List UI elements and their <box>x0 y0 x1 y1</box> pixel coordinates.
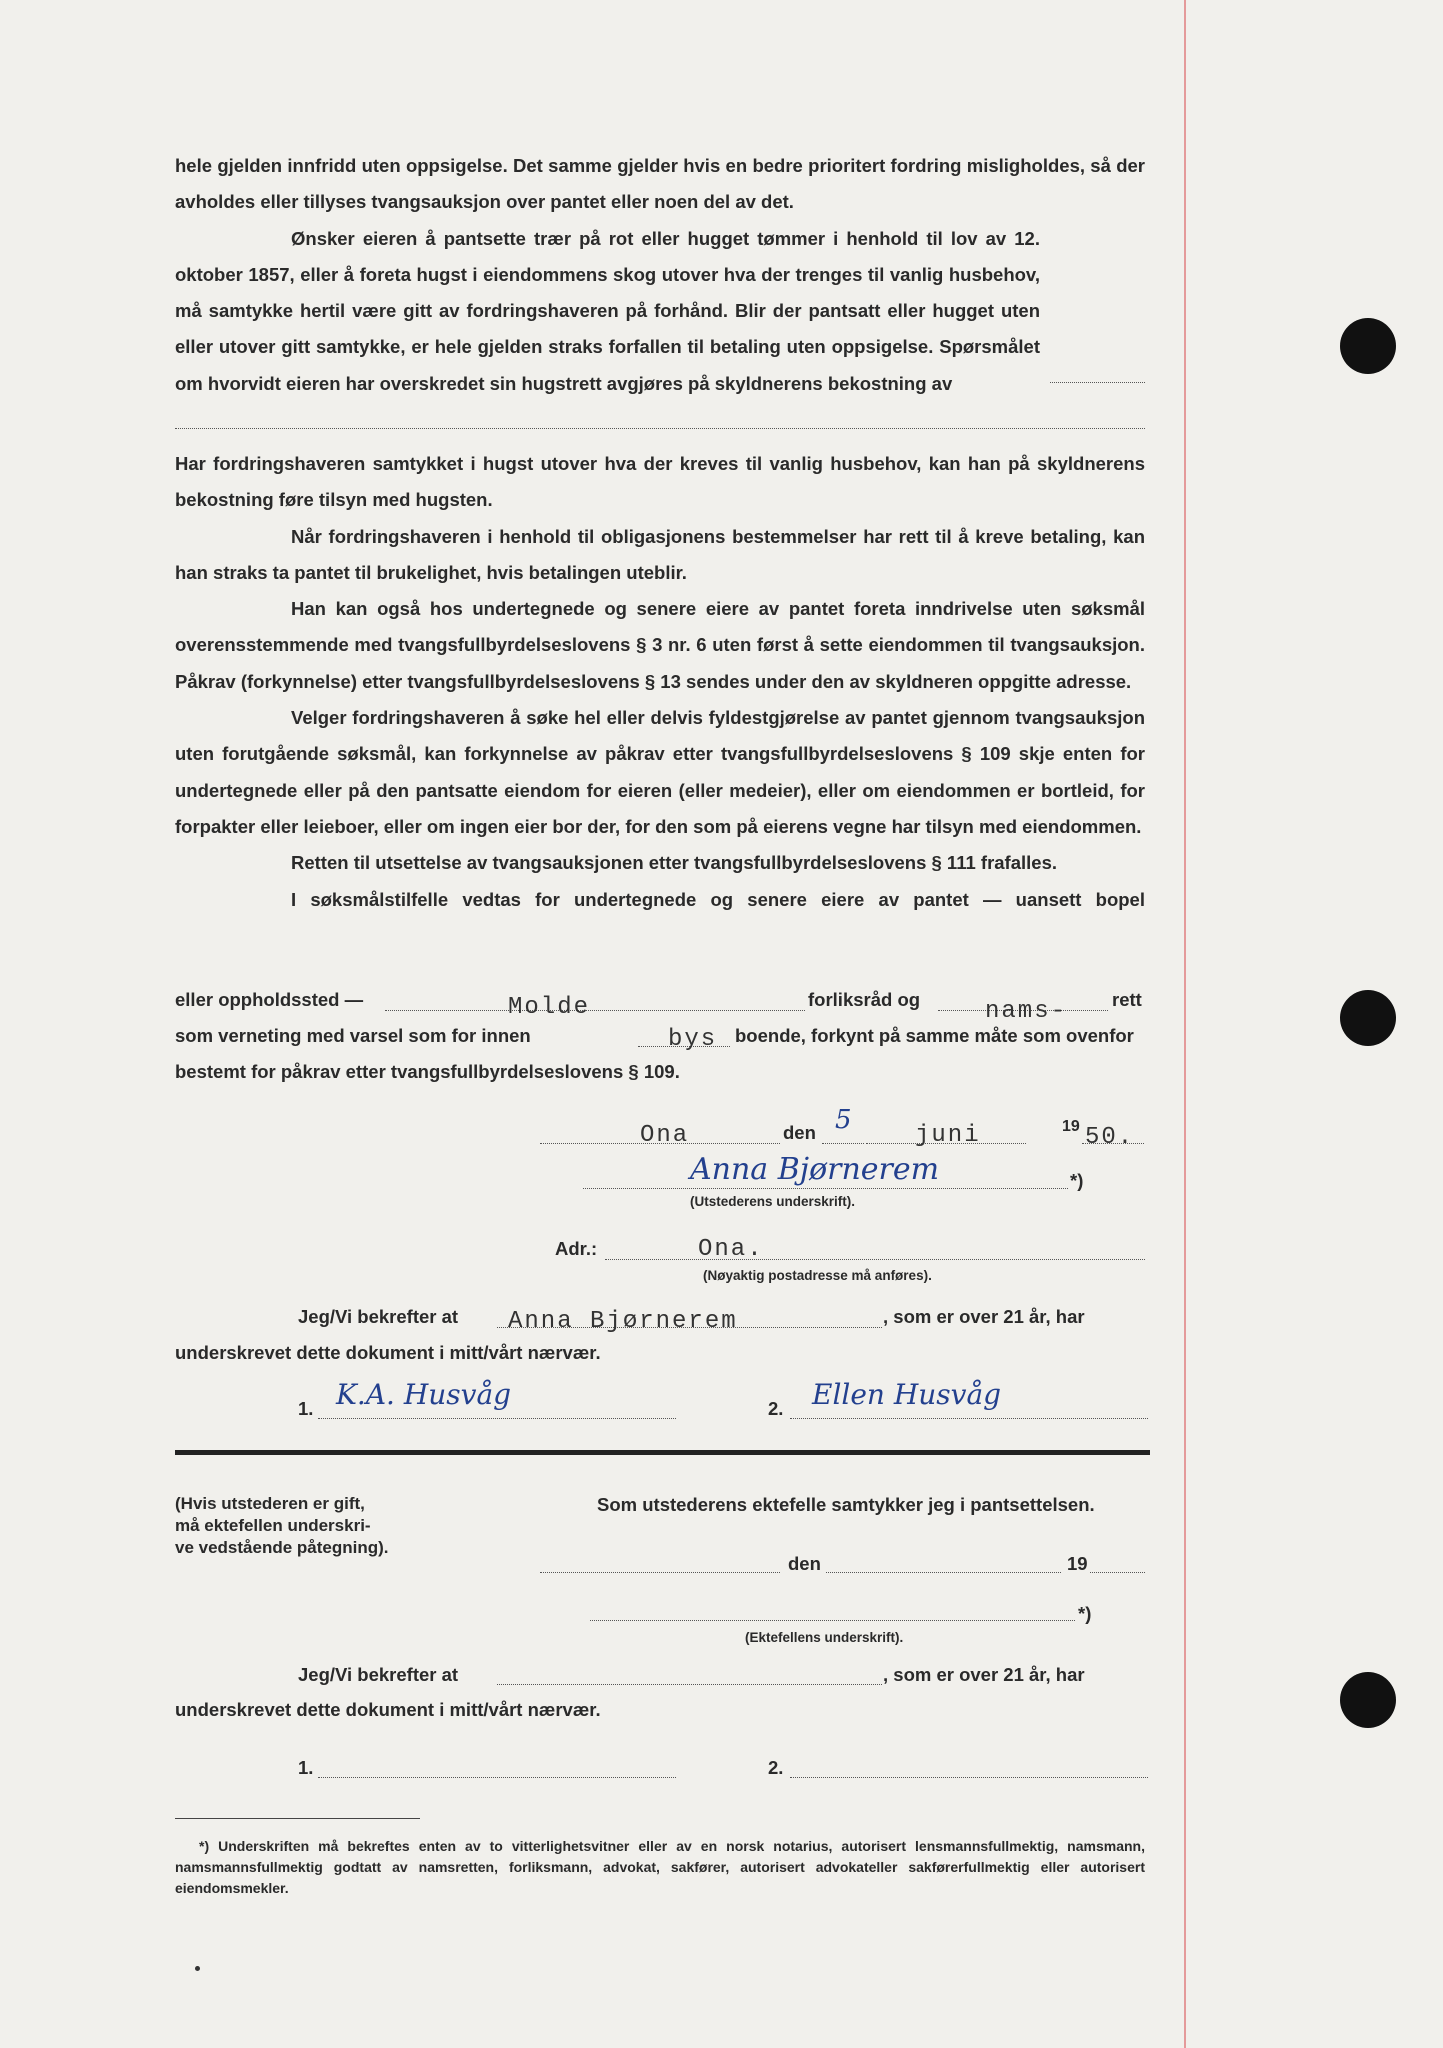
venue-line2-end: boende, forkynt på samme måte som ovenfor <box>735 1025 1134 1046</box>
fill-line-hugst <box>1050 382 1145 383</box>
date-den: den <box>783 1122 816 1143</box>
date-day-line <box>822 1143 864 1144</box>
paragraph-2: Ønsker eieren å pantsette trær på rot eller hugget tømmer i henhold til lov av 12. oktober 1857, eller å foreta hugst i eiendommens skog utover hva der trenges til vanlig husbehov, må samtykke hertil være gitt av fordringshaveren på forhånd. Blir der pantsatt eller hugget uten eller utover gitt samtykke, er hele gjelden straks forfallen til betaling uten oppsigelse. Spørsmålet om hvorvidt eieren har overskredet sin hugstrett avgjøres på skyldnerens bekostning av <box>175 227 1040 394</box>
witness2-number-1: 1. <box>298 1757 314 1778</box>
witness1-number-1: 1. <box>298 1398 314 1419</box>
terms-top <box>175 148 1145 402</box>
witness2-sig2-line <box>790 1777 1148 1778</box>
section-divider <box>175 1450 1150 1455</box>
address-caption: (Nøyaktig postadresse må anføres). <box>703 1268 932 1283</box>
spouse-consent: Som utstederens ektefelle samtykker jeg i pantsettelsen. <box>597 1494 1095 1515</box>
witness1-line1-end: , som er over 21 år, har <box>883 1306 1085 1327</box>
spouse-note-line-3: ve vedstående påtegning). <box>175 1538 389 1557</box>
stray-mark <box>195 1966 200 1971</box>
spouse-year: 19 <box>1067 1553 1088 1574</box>
date-year-suffix: 50. <box>1085 1124 1135 1151</box>
punch-hole-bottom <box>1340 1672 1396 1728</box>
punch-hole-top <box>1340 318 1396 374</box>
witness1-sig2-line <box>790 1418 1148 1419</box>
spouse-date-line <box>826 1572 1061 1573</box>
witness1-sig1: K.A. Husvåg <box>336 1378 512 1411</box>
witness2-line2: underskrevet dette dokument i mitt/vårt nærvær. <box>175 1699 601 1720</box>
paragraph-1: hele gjelden innfridd uten oppsigelse. Det samme gjelder hvis en bedre prioritert fordring misligholdes, så der avholdes eller tillyses tvangsauksjon over pantet eller noen del av det. <box>175 155 1145 213</box>
venue-line1-start: eller oppholdssted — <box>175 989 364 1010</box>
address-line <box>605 1259 1145 1260</box>
date-year-prefix: 19 <box>1062 1118 1080 1135</box>
spouse-signature-marker: *) <box>1078 1603 1092 1624</box>
spouse-signature-caption: (Ektefellens underskrift). <box>745 1630 904 1645</box>
paragraph-7: Retten til utsettelse av tvangsauksjonen etter tvangsfullbyrdelseslovens § 111 frafalles. <box>291 852 1057 874</box>
paragraph-5: Han kan også hos undertegnede og senere eiere av pantet foreta inndrivelse uten søksmål overensstemmende med tvangsfullbyrdelseslovens § 3 nr. 6 uten først å sette eiendommen til tvangsauksjon. Påkrav (forkynnelse) etter tvangsfullbyrdelseslovens § 13 sendes under den av skyldneren oppgitte adresse. <box>175 598 1145 692</box>
red-margin-line <box>1184 0 1186 2048</box>
footnote-text: *) Underskriften må bekreftes enten av to vitterlighetsvitner eller av en norsk notarius, autorisert lensmannsfullmektig, namsmann, namsmannsfullmektig godtatt av namsretten, forliksmann, advokat, sakfører, autorisert advokateller sakførerfullmektig eller autorisert eiendomsmekler. <box>175 1838 1145 1896</box>
venue-line3: bestemt for påkrav etter tvangsfullbyrdelseslovens § 109. <box>175 1061 680 1082</box>
fill-line-hugst-2 <box>175 428 1145 429</box>
paragraph-3: Har fordringshaveren samtykket i hugst utover hva der kreves til vanlig husbehov, kan han på skyldnerens bekostning føre tilsyn med hugsten. <box>175 453 1145 511</box>
witness1-name: Anna Bjørnerem <box>508 1308 738 1335</box>
spouse-note-line-2: må ektefellen underskri- <box>175 1516 371 1535</box>
spouse-signature-line <box>590 1620 1075 1621</box>
venue-line1-end: rett <box>1112 989 1142 1010</box>
witness1-sig1-line <box>318 1418 676 1419</box>
witness1-line1-start: Jeg/Vi bekrefter at <box>298 1306 459 1327</box>
venue-bys: bys <box>668 1026 718 1053</box>
issuer-signature: Anna Bjørnerem <box>690 1152 940 1187</box>
footnote <box>175 1836 1145 1899</box>
venue-place-line <box>385 1010 805 1011</box>
venue-place: Molde <box>508 994 591 1021</box>
witness1-line2: underskrevet dette dokument i mitt/vårt nærvær. <box>175 1342 601 1363</box>
paragraph-6: Velger fordringshaveren å søke hel eller delvis fyldestgjørelse av pantet gjennom tvangsauksjon uten forutgående søksmål, kan forkynnelse av påkrav etter tvangsfullbyrdelseslovens § 109 skje enten for undertegnede eller på den pantsatte eiendom for eieren (eller medeier), eller om eiendommen er bortleid, for forpakter eller leieboer, eller om ingen eier bor der, for den som på eierens vegne har tilsyn med eiendommen. <box>175 707 1145 837</box>
witness2-line1-start: Jeg/Vi bekrefter at <box>298 1664 459 1685</box>
issuer-signature-caption: (Utstederens underskrift). <box>690 1194 856 1209</box>
date-place: Ona <box>640 1122 690 1149</box>
spouse-year-line <box>1090 1572 1145 1573</box>
spouse-place-line <box>540 1572 780 1573</box>
issuer-signature-line <box>583 1188 1068 1189</box>
witness2-name-line <box>497 1684 882 1685</box>
punch-hole-middle <box>1340 990 1396 1046</box>
venue-court: nams- <box>985 998 1068 1025</box>
venue-line1-mid: forliksråd og <box>808 989 921 1010</box>
witness1-number-2: 2. <box>768 1398 784 1419</box>
paragraph-8: I søksmålstilfelle vedtas for undertegnede og senere eiere av pantet — uansett bopel <box>291 888 1145 910</box>
date-month: juni <box>915 1122 981 1149</box>
address-value: Ona. <box>698 1236 764 1263</box>
witness2-sig1-line <box>318 1777 676 1778</box>
venue-line2-start: som verneting med varsel som for innen <box>175 1025 531 1046</box>
address-label: Adr.: <box>555 1238 598 1259</box>
spouse-den: den <box>788 1553 821 1574</box>
paragraph-4: Når fordringshaveren i henhold til obligasjonens bestemmelser har rett til å kreve betaling, kan han straks ta pantet til brukelighet, hvis betalingen uteblir. <box>175 525 1145 583</box>
terms-middle <box>175 446 1145 918</box>
witness2-number-2: 2. <box>768 1757 784 1778</box>
issuer-signature-marker: *) <box>1070 1170 1084 1191</box>
witness2-line1-end: , som er over 21 år, har <box>883 1664 1085 1685</box>
date-day: 5 <box>835 1105 852 1135</box>
footnote-rule <box>175 1818 420 1819</box>
spouse-note-line-1: (Hvis utstederen er gift, <box>175 1494 365 1513</box>
witness1-sig2: Ellen Husvåg <box>812 1378 1002 1411</box>
